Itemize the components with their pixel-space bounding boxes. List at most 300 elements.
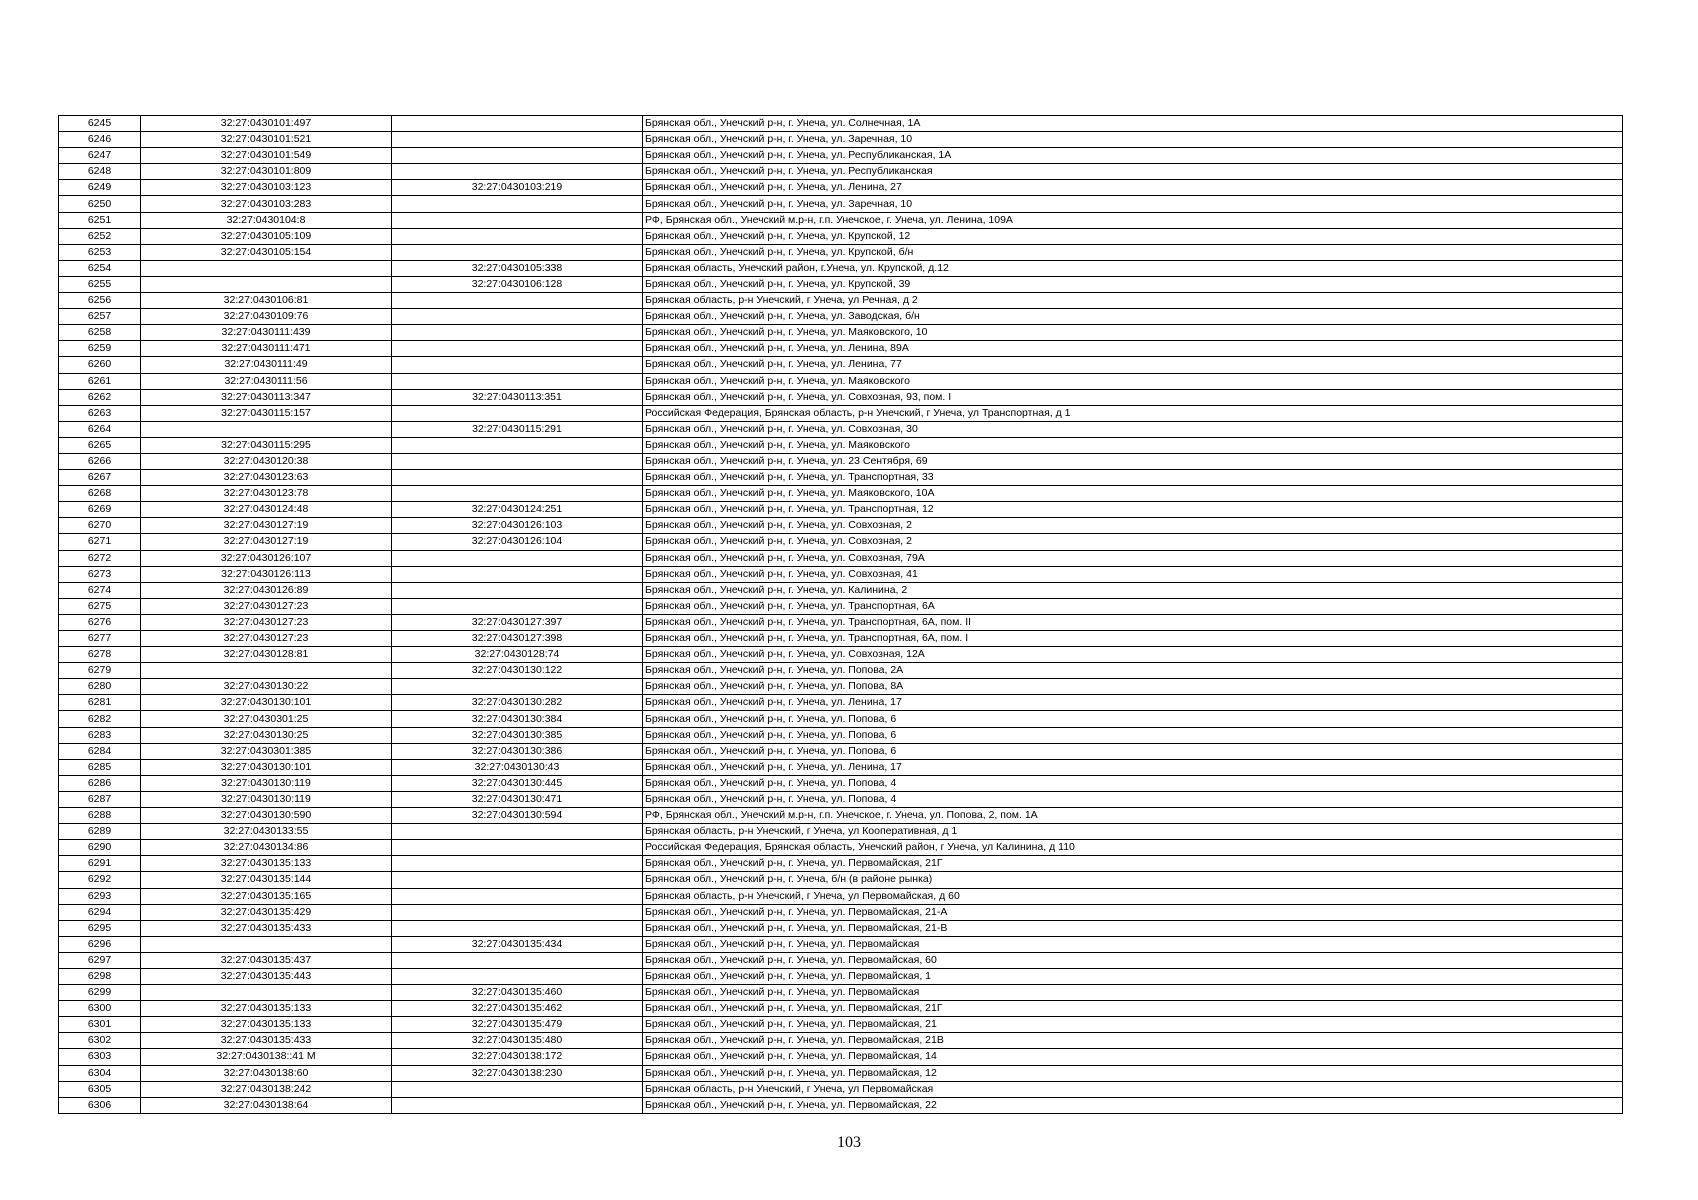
- page-number: 103: [837, 1134, 861, 1151]
- related-cadastral-number-cell: [392, 598, 643, 614]
- row-number-cell: 6284: [59, 743, 141, 759]
- related-cadastral-number-cell: [392, 566, 643, 582]
- row-number-cell: 6300: [59, 1001, 141, 1017]
- cadastral-number-cell: 32:27:0430128:81: [141, 647, 392, 663]
- row-number-cell: 6257: [59, 309, 141, 325]
- address-cell: Брянская обл., Унечский р-н, г. Унеча, ул. Крупской, 12: [643, 228, 1623, 244]
- related-cadastral-number-cell: [392, 212, 643, 228]
- table-row: [59, 550, 1623, 566]
- cadastral-number-cell: 32:27:0430104:8: [141, 212, 392, 228]
- table-row: [59, 598, 1623, 614]
- row-number-cell: 6304: [59, 1065, 141, 1081]
- related-cadastral-number-cell: [392, 872, 643, 888]
- row-number-cell: 6270: [59, 518, 141, 534]
- related-cadastral-number-cell: [392, 550, 643, 566]
- row-number-cell: 6274: [59, 582, 141, 598]
- related-cadastral-number-cell: 32:27:0430130:386: [392, 743, 643, 759]
- address-cell: Брянская область, р-н Унечский, г Унеча, ул Речная, д 2: [643, 293, 1623, 309]
- address-cell: Брянская обл., Унечский р-н, г. Унеча, ул. Попова, 4: [643, 791, 1623, 807]
- cadastral-number-cell: 32:27:0430127:23: [141, 598, 392, 614]
- address-cell: Российская Федерация, Брянская область, Унечский район, г Унеча, ул Калинина, д 110: [643, 840, 1623, 856]
- cadastral-number-cell: 32:27:0430130:25: [141, 727, 392, 743]
- table-row: [59, 985, 1623, 1001]
- cadastral-number-cell: 32:27:0430133:55: [141, 824, 392, 840]
- table-row: [59, 631, 1623, 647]
- related-cadastral-number-cell: [392, 228, 643, 244]
- table-row: [59, 405, 1623, 421]
- address-cell: Брянская обл., Унечский р-н, г. Унеча, ул. Первомайская, 12: [643, 1065, 1623, 1081]
- address-cell: Брянская обл., Унечский р-н, г. Унеча, ул. Ленина, 77: [643, 357, 1623, 373]
- row-number-cell: 6245: [59, 116, 141, 132]
- related-cadastral-number-cell: [392, 373, 643, 389]
- cadastral-number-cell: 32:27:0430105:154: [141, 244, 392, 260]
- table-row: [59, 727, 1623, 743]
- related-cadastral-number-cell: [392, 679, 643, 695]
- table-row: [59, 711, 1623, 727]
- related-cadastral-number-cell: 32:27:0430135:480: [392, 1033, 643, 1049]
- table-row: [59, 534, 1623, 550]
- row-number-cell: 6297: [59, 952, 141, 968]
- address-cell: Брянская обл., Унечский р-н, г. Унеча, ул. 23 Сентября, 69: [643, 453, 1623, 469]
- cadastral-number-cell: 32:27:0430138:242: [141, 1081, 392, 1097]
- cadastral-number-cell: 32:27:0430130:101: [141, 695, 392, 711]
- table-row: [59, 373, 1623, 389]
- row-number-cell: 6263: [59, 405, 141, 421]
- related-cadastral-number-cell: 32:27:0430130:122: [392, 663, 643, 679]
- row-number-cell: 6272: [59, 550, 141, 566]
- table-row: [59, 1097, 1623, 1113]
- cadastral-number-cell: 32:27:0430135:429: [141, 904, 392, 920]
- table-row: [59, 486, 1623, 502]
- row-number-cell: 6248: [59, 164, 141, 180]
- address-cell: Брянская обл., Унечский р-н, г. Унеча, ул. Маяковского, 10: [643, 325, 1623, 341]
- address-cell: Брянская обл., Унечский р-н, г. Унеча, ул. Совхозная, 41: [643, 566, 1623, 582]
- table-row: [59, 293, 1623, 309]
- cadastral-number-cell: [141, 421, 392, 437]
- address-cell: Брянская обл., Унечский р-н, г. Унеча, ул. Первомайская, 21-В: [643, 920, 1623, 936]
- cadastral-number-cell: 32:27:0430138::41 М: [141, 1049, 392, 1065]
- cadastral-number-cell: 32:27:0430135:165: [141, 888, 392, 904]
- address-cell: Брянская обл., Унечский р-н, г. Унеча, ул. Транспортная, 6А, пом. II: [643, 614, 1623, 630]
- cadastral-number-cell: 32:27:0430106:81: [141, 293, 392, 309]
- table-row: [59, 968, 1623, 984]
- table-row: [59, 1001, 1623, 1017]
- address-cell: Брянская обл., Унечский р-н, г. Унеча, ул. Транспортная, 6А: [643, 598, 1623, 614]
- related-cadastral-number-cell: 32:27:0430130:384: [392, 711, 643, 727]
- row-number-cell: 6255: [59, 276, 141, 292]
- address-cell: Брянская обл., Унечский р-н, г. Унеча, ул. Попова, 6: [643, 727, 1623, 743]
- related-cadastral-number-cell: 32:27:0430126:103: [392, 518, 643, 534]
- address-cell: Брянская область, р-н Унечский, г Унеча, ул Первомайская: [643, 1081, 1623, 1097]
- cadastral-number-cell: [141, 663, 392, 679]
- cadastral-number-cell: 32:27:0430130:101: [141, 759, 392, 775]
- address-cell: Брянская обл., Унечский р-н, г. Унеча, ул. Совхозная, 12А: [643, 647, 1623, 663]
- related-cadastral-number-cell: 32:27:0430105:338: [392, 260, 643, 276]
- address-cell: Брянская обл., Унечский р-н, г. Унеча, ул. Первомайская, 21: [643, 1017, 1623, 1033]
- address-cell: Брянская обл., Унечский р-н, г. Унеча, ул. Транспортная, 12: [643, 502, 1623, 518]
- related-cadastral-number-cell: [392, 1097, 643, 1113]
- table-row: [59, 936, 1623, 952]
- table-row: [59, 132, 1623, 148]
- cadastral-number-cell: 32:27:0430135:133: [141, 1017, 392, 1033]
- related-cadastral-number-cell: [392, 470, 643, 486]
- address-cell: Брянская обл., Унечский р-н, г. Унеча, ул. Первомайская, 21-А: [643, 904, 1623, 920]
- address-cell: Брянская обл., Унечский р-н, г. Унеча, ул. Ленина, 27: [643, 180, 1623, 196]
- cadastral-number-cell: [141, 260, 392, 276]
- address-cell: Брянская обл., Унечский р-н, г. Унеча, ул. Заводская, б/н: [643, 309, 1623, 325]
- table-row: [59, 566, 1623, 582]
- property-registry-table: [58, 115, 1623, 1114]
- address-cell: Брянская обл., Унечский р-н, г. Унеча, ул. Первомайская, 21Г: [643, 856, 1623, 872]
- address-cell: Брянская обл., Унечский р-н, г. Унеча, ул. Совхозная, 2: [643, 534, 1623, 550]
- address-cell: Брянская обл., Унечский р-н, г. Унеча, ул. Транспортная, 33: [643, 470, 1623, 486]
- table-row: [59, 309, 1623, 325]
- row-number-cell: 6273: [59, 566, 141, 582]
- row-number-cell: 6288: [59, 808, 141, 824]
- related-cadastral-number-cell: 32:27:0430135:460: [392, 985, 643, 1001]
- table-row: [59, 196, 1623, 212]
- row-number-cell: 6260: [59, 357, 141, 373]
- related-cadastral-number-cell: [392, 164, 643, 180]
- cadastral-number-cell: [141, 276, 392, 292]
- address-cell: Брянская обл., Унечский р-н, г. Унеча, б/н (в районе рынка): [643, 872, 1623, 888]
- related-cadastral-number-cell: [392, 856, 643, 872]
- related-cadastral-number-cell: [392, 244, 643, 260]
- table-row: [59, 1081, 1623, 1097]
- row-number-cell: 6282: [59, 711, 141, 727]
- row-number-cell: 6290: [59, 840, 141, 856]
- cadastral-number-cell: 32:27:0430123:78: [141, 486, 392, 502]
- cadastral-number-cell: 32:27:0430105:109: [141, 228, 392, 244]
- table-row: [59, 1017, 1623, 1033]
- cadastral-number-cell: 32:27:0430111:471: [141, 341, 392, 357]
- cadastral-number-cell: 32:27:0430135:433: [141, 920, 392, 936]
- cadastral-number-cell: 32:27:0430130:22: [141, 679, 392, 695]
- cadastral-number-cell: 32:27:0430135:133: [141, 1001, 392, 1017]
- row-number-cell: 6269: [59, 502, 141, 518]
- related-cadastral-number-cell: [392, 486, 643, 502]
- address-cell: Брянская обл., Унечский р-н, г. Унеча, ул. Ленина, 17: [643, 759, 1623, 775]
- table-row: [59, 775, 1623, 791]
- address-cell: Российская Федерация, Брянская область, р-н Унечский, г Унеча, ул Транспортная, д 1: [643, 405, 1623, 421]
- table-row: [59, 180, 1623, 196]
- cadastral-number-cell: 32:27:0430126:89: [141, 582, 392, 598]
- table-row: [59, 743, 1623, 759]
- cadastral-number-cell: 32:27:0430127:19: [141, 518, 392, 534]
- cadastral-number-cell: 32:27:0430113:347: [141, 389, 392, 405]
- related-cadastral-number-cell: 32:27:0430113:351: [392, 389, 643, 405]
- registry-table-body: [59, 116, 1623, 1114]
- related-cadastral-number-cell: 32:27:0430135:479: [392, 1017, 643, 1033]
- address-cell: Брянская обл., Унечский р-н, г. Унеча, ул. Заречная, 10: [643, 132, 1623, 148]
- table-row: [59, 952, 1623, 968]
- table-row: [59, 437, 1623, 453]
- address-cell: Брянская обл., Унечский р-н, г. Унеча, ул. Ленина, 89А: [643, 341, 1623, 357]
- row-number-cell: 6303: [59, 1049, 141, 1065]
- address-cell: Брянская обл., Унечский р-н, г. Унеча, ул. Маяковского: [643, 373, 1623, 389]
- table-row: [59, 518, 1623, 534]
- row-number-cell: 6305: [59, 1081, 141, 1097]
- address-cell: РФ, Брянская обл., Унечский м.р-н, г.п. Унечское, г. Унеча, ул. Ленина, 109А: [643, 212, 1623, 228]
- table-row: [59, 1065, 1623, 1081]
- table-row: [59, 904, 1623, 920]
- cadastral-number-cell: 32:27:0430135:443: [141, 968, 392, 984]
- row-number-cell: 6259: [59, 341, 141, 357]
- table-row: [59, 164, 1623, 180]
- row-number-cell: 6258: [59, 325, 141, 341]
- cadastral-number-cell: 32:27:0430130:119: [141, 791, 392, 807]
- related-cadastral-number-cell: [392, 148, 643, 164]
- address-cell: Брянская обл., Унечский р-н, г. Унеча, ул. Первомайская, 22: [643, 1097, 1623, 1113]
- row-number-cell: 6294: [59, 904, 141, 920]
- cadastral-number-cell: 32:27:0430109:76: [141, 309, 392, 325]
- related-cadastral-number-cell: [392, 840, 643, 856]
- row-number-cell: 6256: [59, 293, 141, 309]
- cadastral-number-cell: 32:27:0430301:385: [141, 743, 392, 759]
- related-cadastral-number-cell: 32:27:0430128:74: [392, 647, 643, 663]
- cadastral-number-cell: 32:27:0430120:38: [141, 453, 392, 469]
- cadastral-number-cell: 32:27:0430130:590: [141, 808, 392, 824]
- cadastral-number-cell: 32:27:0430111:49: [141, 357, 392, 373]
- cadastral-number-cell: 32:27:0430101:549: [141, 148, 392, 164]
- cadastral-number-cell: [141, 985, 392, 1001]
- row-number-cell: 6296: [59, 936, 141, 952]
- address-cell: Брянская обл., Унечский р-н, г. Унеча, ул. Попова, 6: [643, 743, 1623, 759]
- row-number-cell: 6251: [59, 212, 141, 228]
- table-row: [59, 888, 1623, 904]
- address-cell: Брянская обл., Унечский р-н, г. Унеча, ул. Попова, 4: [643, 775, 1623, 791]
- table-row: [59, 260, 1623, 276]
- related-cadastral-number-cell: [392, 824, 643, 840]
- address-cell: Брянская обл., Унечский р-н, г. Унеча, ул. Первомайская, 60: [643, 952, 1623, 968]
- row-number-cell: 6295: [59, 920, 141, 936]
- address-cell: Брянская обл., Унечский р-н, г. Унеча, ул. Совхозная, 2: [643, 518, 1623, 534]
- row-number-cell: 6264: [59, 421, 141, 437]
- address-cell: Брянская обл., Унечский р-н, г. Унеча, ул. Совхозная, 79А: [643, 550, 1623, 566]
- row-number-cell: 6265: [59, 437, 141, 453]
- cadastral-number-cell: 32:27:0430138:64: [141, 1097, 392, 1113]
- address-cell: Брянская обл., Унечский р-н, г. Унеча, ул. Ленина, 17: [643, 695, 1623, 711]
- address-cell: Брянская область, р-н Унечский, г Унеча, ул Первомайская, д 60: [643, 888, 1623, 904]
- address-cell: Брянская область, Унечский район, г.Унеча, ул. Крупской, д.12: [643, 260, 1623, 276]
- related-cadastral-number-cell: 32:27:0430124:251: [392, 502, 643, 518]
- cadastral-number-cell: 32:27:0430134:86: [141, 840, 392, 856]
- cadastral-number-cell: 32:27:0430135:437: [141, 952, 392, 968]
- row-number-cell: 6301: [59, 1017, 141, 1033]
- row-number-cell: 6281: [59, 695, 141, 711]
- table-row: [59, 920, 1623, 936]
- table-row: [59, 453, 1623, 469]
- row-number-cell: 6293: [59, 888, 141, 904]
- table-row: [59, 341, 1623, 357]
- table-row: [59, 116, 1623, 132]
- address-cell: Брянская обл., Унечский р-н, г. Унеча, ул. Республиканская: [643, 164, 1623, 180]
- related-cadastral-number-cell: [392, 341, 643, 357]
- related-cadastral-number-cell: 32:27:0430103:219: [392, 180, 643, 196]
- related-cadastral-number-cell: 32:27:0430130:471: [392, 791, 643, 807]
- row-number-cell: 6254: [59, 260, 141, 276]
- row-number-cell: 6253: [59, 244, 141, 260]
- table-row: [59, 582, 1623, 598]
- related-cadastral-number-cell: 32:27:0430130:594: [392, 808, 643, 824]
- related-cadastral-number-cell: [392, 309, 643, 325]
- related-cadastral-number-cell: [392, 888, 643, 904]
- related-cadastral-number-cell: 32:27:0430135:434: [392, 936, 643, 952]
- related-cadastral-number-cell: 32:27:0430126:104: [392, 534, 643, 550]
- table-row: [59, 759, 1623, 775]
- table-row: [59, 856, 1623, 872]
- related-cadastral-number-cell: [392, 437, 643, 453]
- related-cadastral-number-cell: [392, 582, 643, 598]
- address-cell: Брянская обл., Унечский р-н, г. Унеча, ул. Совхозная, 30: [643, 421, 1623, 437]
- row-number-cell: 6266: [59, 453, 141, 469]
- cadastral-number-cell: 32:27:0430126:107: [141, 550, 392, 566]
- cadastral-number-cell: 32:27:0430101:521: [141, 132, 392, 148]
- address-cell: Брянская обл., Унечский р-н, г. Унеча, ул. Транспортная, 6А, пом. I: [643, 631, 1623, 647]
- table-row: [59, 872, 1623, 888]
- row-number-cell: 6292: [59, 872, 141, 888]
- address-cell: Брянская обл., Унечский р-н, г. Унеча, ул. Первомайская, 21В: [643, 1033, 1623, 1049]
- related-cadastral-number-cell: [392, 1081, 643, 1097]
- related-cadastral-number-cell: 32:27:0430138:172: [392, 1049, 643, 1065]
- table-row: [59, 695, 1623, 711]
- cadastral-number-cell: 32:27:0430135:433: [141, 1033, 392, 1049]
- table-row: [59, 840, 1623, 856]
- related-cadastral-number-cell: 32:27:0430130:43: [392, 759, 643, 775]
- table-row: [59, 276, 1623, 292]
- related-cadastral-number-cell: [392, 904, 643, 920]
- row-number-cell: 6252: [59, 228, 141, 244]
- related-cadastral-number-cell: [392, 325, 643, 341]
- address-cell: Брянская обл., Унечский р-н, г. Унеча, ул. Попова, 8А: [643, 679, 1623, 695]
- row-number-cell: 6277: [59, 631, 141, 647]
- related-cadastral-number-cell: [392, 196, 643, 212]
- row-number-cell: 6271: [59, 534, 141, 550]
- row-number-cell: 6286: [59, 775, 141, 791]
- address-cell: Брянская область, р-н Унечский, г Унеча, ул Кооперативная, д 1: [643, 824, 1623, 840]
- related-cadastral-number-cell: [392, 453, 643, 469]
- row-number-cell: 6262: [59, 389, 141, 405]
- address-cell: Брянская обл., Унечский р-н, г. Унеча, ул. Совхозная, 93, пом. I: [643, 389, 1623, 405]
- row-number-cell: 6275: [59, 598, 141, 614]
- row-number-cell: 6302: [59, 1033, 141, 1049]
- related-cadastral-number-cell: [392, 116, 643, 132]
- table-row: [59, 502, 1623, 518]
- row-number-cell: 6285: [59, 759, 141, 775]
- address-cell: Брянская обл., Унечский р-н, г. Унеча, ул. Крупской, б/н: [643, 244, 1623, 260]
- related-cadastral-number-cell: 32:27:0430135:462: [392, 1001, 643, 1017]
- row-number-cell: 6261: [59, 373, 141, 389]
- cadastral-number-cell: 32:27:0430127:23: [141, 614, 392, 630]
- table-row: [59, 421, 1623, 437]
- related-cadastral-number-cell: 32:27:0430130:385: [392, 727, 643, 743]
- row-number-cell: 6280: [59, 679, 141, 695]
- address-cell: Брянская обл., Унечский р-н, г. Унеча, ул. Первомайская: [643, 936, 1623, 952]
- address-cell: Брянская обл., Унечский р-н, г. Унеча, ул. Калинина, 2: [643, 582, 1623, 598]
- related-cadastral-number-cell: 32:27:0430106:128: [392, 276, 643, 292]
- cadastral-number-cell: 32:27:0430127:23: [141, 631, 392, 647]
- related-cadastral-number-cell: [392, 293, 643, 309]
- address-cell: Брянская обл., Унечский р-н, г. Унеча, ул. Маяковского, 10А: [643, 486, 1623, 502]
- address-cell: Брянская обл., Унечский р-н, г. Унеча, ул. Первомайская, 14: [643, 1049, 1623, 1065]
- cadastral-number-cell: [141, 936, 392, 952]
- related-cadastral-number-cell: 32:27:0430127:397: [392, 614, 643, 630]
- table-row: [59, 148, 1623, 164]
- cadastral-number-cell: 32:27:0430101:809: [141, 164, 392, 180]
- cadastral-number-cell: 32:27:0430135:133: [141, 856, 392, 872]
- related-cadastral-number-cell: 32:27:0430130:282: [392, 695, 643, 711]
- cadastral-number-cell: 32:27:0430101:497: [141, 116, 392, 132]
- table-row: [59, 228, 1623, 244]
- table-row: [59, 1033, 1623, 1049]
- row-number-cell: 6250: [59, 196, 141, 212]
- related-cadastral-number-cell: 32:27:0430115:291: [392, 421, 643, 437]
- row-number-cell: 6306: [59, 1097, 141, 1113]
- table-row: [59, 824, 1623, 840]
- row-number-cell: 6268: [59, 486, 141, 502]
- related-cadastral-number-cell: 32:27:0430138:230: [392, 1065, 643, 1081]
- cadastral-number-cell: 32:27:0430135:144: [141, 872, 392, 888]
- row-number-cell: 6283: [59, 727, 141, 743]
- row-number-cell: 6287: [59, 791, 141, 807]
- row-number-cell: 6298: [59, 968, 141, 984]
- cadastral-number-cell: 32:27:0430301:25: [141, 711, 392, 727]
- table-row: [59, 212, 1623, 228]
- cadastral-number-cell: 32:27:0430111:439: [141, 325, 392, 341]
- address-cell: Брянская обл., Унечский р-н, г. Унеча, ул. Республиканская, 1А: [643, 148, 1623, 164]
- related-cadastral-number-cell: [392, 357, 643, 373]
- row-number-cell: 6247: [59, 148, 141, 164]
- address-cell: Брянская обл., Унечский р-н, г. Унеча, ул. Заречная, 10: [643, 196, 1623, 212]
- cadastral-number-cell: 32:27:0430103:283: [141, 196, 392, 212]
- table-row: [59, 663, 1623, 679]
- table-row: [59, 244, 1623, 260]
- related-cadastral-number-cell: [392, 405, 643, 421]
- address-cell: Брянская обл., Унечский р-н, г. Унеча, ул. Маяковского: [643, 437, 1623, 453]
- table-row: [59, 325, 1623, 341]
- cadastral-number-cell: 32:27:0430124:48: [141, 502, 392, 518]
- row-number-cell: 6267: [59, 470, 141, 486]
- related-cadastral-number-cell: [392, 920, 643, 936]
- address-cell: Брянская обл., Унечский р-н, г. Унеча, ул. Попова, 6: [643, 711, 1623, 727]
- table-row: [59, 470, 1623, 486]
- address-cell: Брянская обл., Унечский р-н, г. Унеча, ул. Первомайская, 1: [643, 968, 1623, 984]
- related-cadastral-number-cell: [392, 952, 643, 968]
- cadastral-number-cell: 32:27:0430115:295: [141, 437, 392, 453]
- row-number-cell: 6279: [59, 663, 141, 679]
- related-cadastral-number-cell: [392, 132, 643, 148]
- address-cell: Брянская обл., Унечский р-н, г. Унеча, ул. Крупской, 39: [643, 276, 1623, 292]
- table-row: [59, 647, 1623, 663]
- cadastral-number-cell: 32:27:0430123:63: [141, 470, 392, 486]
- related-cadastral-number-cell: [392, 968, 643, 984]
- row-number-cell: 6249: [59, 180, 141, 196]
- address-cell: Брянская обл., Унечский р-н, г. Унеча, ул. Солнечная, 1А: [643, 116, 1623, 132]
- cadastral-number-cell: 32:27:0430138:60: [141, 1065, 392, 1081]
- table-row: [59, 791, 1623, 807]
- table-row: [59, 808, 1623, 824]
- row-number-cell: 6299: [59, 985, 141, 1001]
- row-number-cell: 6276: [59, 614, 141, 630]
- row-number-cell: 6291: [59, 856, 141, 872]
- address-cell: Брянская обл., Унечский р-н, г. Унеча, ул. Первомайская, 21Г: [643, 1001, 1623, 1017]
- table-row: [59, 1049, 1623, 1065]
- table-row: [59, 614, 1623, 630]
- row-number-cell: 6289: [59, 824, 141, 840]
- related-cadastral-number-cell: 32:27:0430127:398: [392, 631, 643, 647]
- cadastral-number-cell: 32:27:0430115:157: [141, 405, 392, 421]
- cadastral-number-cell: 32:27:0430130:119: [141, 775, 392, 791]
